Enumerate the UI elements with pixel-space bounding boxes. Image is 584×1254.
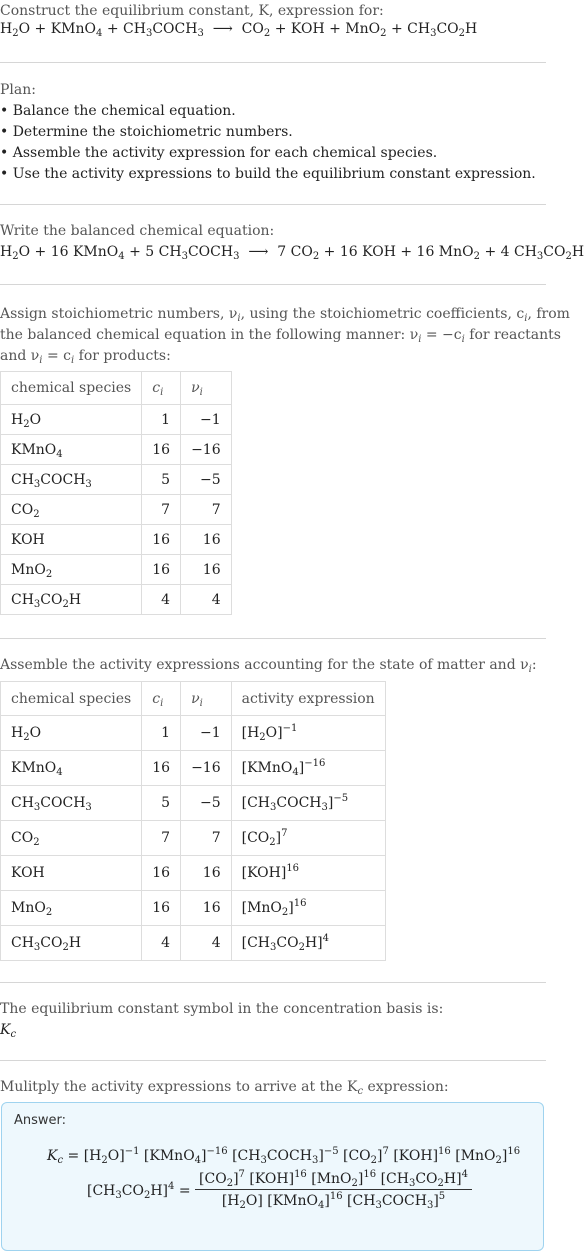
stoich-number-cell: −1 — [181, 716, 232, 751]
column-header: $\nu_i$ — [181, 372, 232, 405]
table-header-row — [1, 372, 232, 405]
balanced-heading: Write the balanced chemical equation: — [0, 223, 275, 239]
divider — [0, 204, 546, 205]
intro-title: Construct the equilibrium constant, K, expression for: — [0, 3, 384, 19]
multiply-text: Mulitply the activity expressions to arrive at the $K_c$ expression: — [0, 1079, 449, 1097]
plan-bullet: • Balance the chemical equation. — [0, 103, 236, 119]
table-row — [1, 465, 232, 495]
divider — [0, 638, 546, 639]
coef-cell: 16 — [142, 525, 181, 555]
species-cell: MnO$_2$ — [1, 891, 142, 926]
species-cell: $CH_3CO_2H$ — [1, 585, 142, 615]
answer-label: Answer: — [14, 1113, 67, 1128]
table-row — [1, 405, 232, 435]
stoich-number-cell: 4 — [181, 585, 232, 615]
table-row — [1, 435, 232, 465]
coef-cell: 5 — [142, 465, 181, 495]
table-row — [1, 786, 386, 821]
plan-heading: Plan: — [0, 82, 36, 98]
species-cell: KOH — [1, 856, 142, 891]
column-header: $\nu_i$ — [181, 682, 232, 716]
stoich-number-cell: 16 — [181, 891, 232, 926]
table-row — [1, 716, 386, 751]
stoich-number-cell: 16 — [181, 555, 232, 585]
table-row — [1, 525, 232, 555]
stoich-number-cell: −1 — [181, 405, 232, 435]
activity-expression-cell: $[CO_2]^7$ — [231, 821, 385, 856]
coef-cell: 16 — [142, 751, 181, 786]
activity-expression-cell: $[H_2O]^{-1}$ — [231, 716, 385, 751]
plan-section — [0, 80, 536, 185]
coef-cell: 5 — [142, 786, 181, 821]
activity-expression-cell: $[MnO_2]^{16}$ — [231, 891, 385, 926]
symbol-value: $K_c$ — [0, 1022, 17, 1040]
kc-expression-line1: $K_c = [H_2O]^{-1}$ [KMnO$_4$]$^{-16}$ $[CH_3COCH_3]^{-5}$ $[CO_2]^7$ [KOH]$^{16}$ $[MnO_2]^{16}$ — [47, 1146, 521, 1166]
stoich-number-cell: 16 — [181, 856, 232, 891]
activity-expression-cell: [KMnO$_4$]$^{-16}$ — [231, 751, 385, 786]
table-row — [1, 555, 232, 585]
stoich-number-cell: −16 — [181, 751, 232, 786]
stoich-number-cell: 7 — [181, 495, 232, 525]
coef-cell: 4 — [142, 585, 181, 615]
plan-bullet: • Assemble the activity expression for each chemical species. — [0, 145, 438, 161]
table-row — [1, 891, 386, 926]
table-row — [1, 821, 386, 856]
table-row — [1, 751, 386, 786]
kc-fraction — [195, 1169, 472, 1212]
coef-cell: 1 — [142, 716, 181, 751]
species-cell: $CH_3COCH_3$ — [1, 786, 142, 821]
stoich-section — [0, 304, 570, 367]
activity-table — [0, 681, 386, 961]
stoich-number-cell: −5 — [181, 465, 232, 495]
stoich-number-cell: −16 — [181, 435, 232, 465]
activity-expression-cell: $[CH_3COCH_3]^{-5}$ — [231, 786, 385, 821]
species-cell: MnO$_2$ — [1, 555, 142, 585]
plan-bullet: • Determine the stoichiometric numbers. — [0, 124, 293, 140]
plan-bullet: • Use the activity expressions to build the equilibrium constant expression. — [0, 166, 536, 182]
balanced-section — [0, 221, 584, 263]
column-header: $c_i$ — [142, 372, 181, 405]
coef-cell: 7 — [142, 495, 181, 525]
stoich-text-line: and $\nu_i = c_i$ for products: — [0, 348, 171, 366]
activity-expression-cell: [KOH]$^{16}$ — [231, 856, 385, 891]
divider — [0, 1060, 546, 1061]
symbol-section — [0, 999, 443, 1041]
species-cell: $CO_2$ — [1, 495, 142, 525]
species-cell: KOH — [1, 525, 142, 555]
column-header: chemical species — [1, 372, 142, 405]
column-header: activity expression — [231, 682, 385, 716]
table-header-row — [1, 682, 386, 716]
activity-text: Assemble the activity expressions accounting for the state of matter and $\nu_i$: — [0, 657, 537, 675]
species-cell: KMnO$_4$ — [1, 751, 142, 786]
species-cell: $CO_2$ — [1, 821, 142, 856]
stoich-table — [0, 371, 232, 615]
kc-expression-line2: $[CH_3CO_2H]^4$ = $\frac{[CO_2]^7 [KOH]^{16} [MnO_2]^{16} [CH_3CO_2H]^4}{[H_2O] [KMnO_4]^{16} [CH_3COCH_3]^5}$ — [87, 1169, 472, 1212]
stoich-number-cell: 16 — [181, 525, 232, 555]
table-row — [1, 926, 386, 961]
kc-numerator: $[CO_2]^7$ [KOH]$^{16}$ $[MnO_2]^{16}$ $[CH_3CO_2H]^4$ — [195, 1169, 472, 1190]
balanced-equation: $H_2O + 16$ KMnO$_4$ + 5 $CH_3COCH_3$ ⟶ 7 $CO_2 + 16$ KOH + 16 MnO$_2$ + 4 $CH_3CO_2H$ — [0, 244, 584, 262]
table-row — [1, 856, 386, 891]
stoich-number-cell: 4 — [181, 926, 232, 961]
kc-denominator: $[H_2O]$ [KMnO$_4$]$^{16}$ $[CH_3COCH_3]^5$ — [221, 1191, 446, 1211]
coef-cell: 16 — [142, 435, 181, 465]
column-header: $c_i$ — [142, 682, 181, 716]
stoich-text-line: the balanced chemical equation in the following manner: $\nu_i = -c_i$ for reactants — [0, 327, 561, 345]
species-cell: KMnO$_4$ — [1, 435, 142, 465]
table-row — [1, 585, 232, 615]
coef-cell: 7 — [142, 821, 181, 856]
stoich-text-line: Assign stoichiometric numbers, $\nu_i$, using the stoichiometric coefficients, $c_i$, from — [0, 306, 570, 324]
stoich-number-cell: −5 — [181, 786, 232, 821]
stoich-number-cell: 7 — [181, 821, 232, 856]
table-row — [1, 495, 232, 525]
symbol-text: The equilibrium constant symbol in the concentration basis is: — [0, 1001, 444, 1017]
activity-expression-cell: $[CH_3CO_2H]^4$ — [231, 926, 385, 961]
column-header: chemical species — [1, 682, 142, 716]
divider — [0, 284, 546, 285]
divider — [0, 62, 546, 63]
species-cell: $CH_3CO_2H$ — [1, 926, 142, 961]
coef-cell: 1 — [142, 405, 181, 435]
coef-cell: 4 — [142, 926, 181, 961]
unbalanced-equation: $H_2O$ + KMnO$_4$ + $CH_3COCH_3$ ⟶ $CO_2$ + KOH + $MnO_2 + CH_3CO_2H$ — [0, 21, 478, 39]
species-cell: $CH_3COCH_3$ — [1, 465, 142, 495]
divider — [0, 982, 546, 983]
answer-box — [1, 1102, 544, 1251]
coef-cell: 16 — [142, 555, 181, 585]
species-cell: $H_2O$ — [1, 716, 142, 751]
coef-cell: 16 — [142, 856, 181, 891]
coef-cell: 16 — [142, 891, 181, 926]
species-cell: $H_2O$ — [1, 405, 142, 435]
